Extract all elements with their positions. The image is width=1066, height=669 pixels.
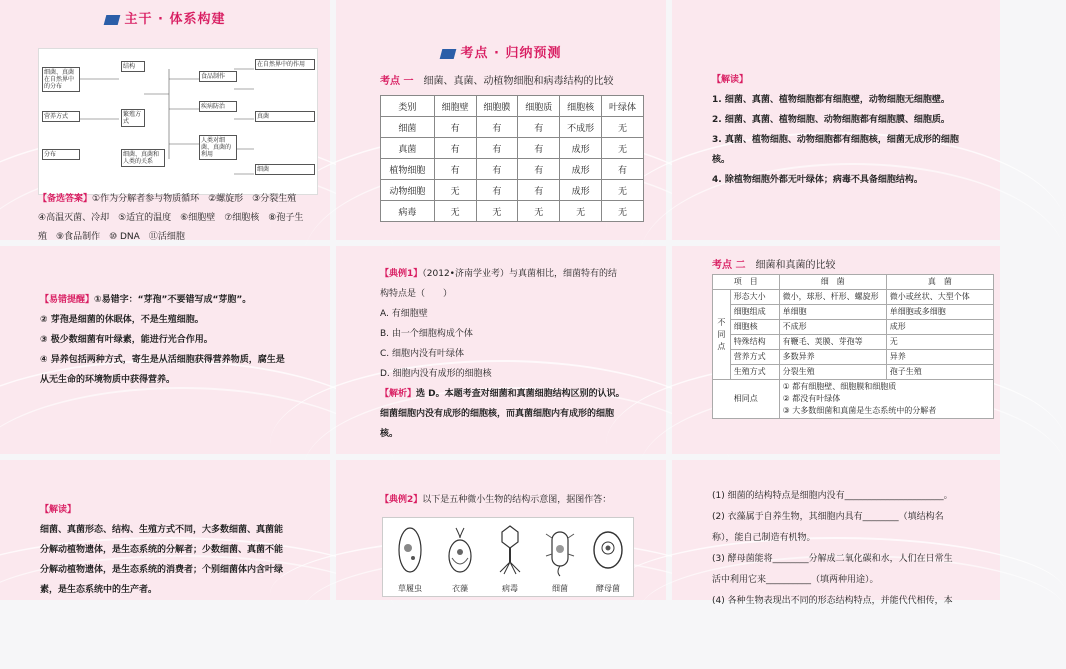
table-cell: 有 bbox=[434, 138, 476, 159]
concept-node: 结构 bbox=[121, 61, 145, 72]
column-header: 叶绿体 bbox=[602, 96, 644, 117]
same-point: ③ 大多数细菌和真菌是生态系统中的分解者 bbox=[782, 406, 937, 415]
table-cell: 有 bbox=[476, 138, 518, 159]
text-line: 分解动植物遗体，是生态系统的分解者；少数细菌、真菌不能 bbox=[40, 545, 284, 555]
column-header: 细胞核 bbox=[560, 96, 602, 117]
table-header-row bbox=[381, 96, 644, 117]
table-cell: 无 bbox=[476, 201, 518, 222]
organism-label: 酵母菌 bbox=[596, 584, 620, 593]
text-line: 核。 bbox=[712, 155, 731, 165]
table-row bbox=[381, 180, 644, 201]
table-cell: 单细胞或多细胞 bbox=[886, 305, 993, 320]
concept-node: 真菌 bbox=[255, 111, 315, 122]
column-header: 细胞质 bbox=[518, 96, 560, 117]
table-cell: 特殊结构 bbox=[730, 335, 779, 350]
table-cell: 无 bbox=[434, 201, 476, 222]
table-cell: 细菌 bbox=[381, 117, 435, 138]
table-cell: 微小或丝状、大型个体 bbox=[886, 290, 993, 305]
table-cell: 无 bbox=[602, 201, 644, 222]
answers-line: ④高温灭菌、冷却 ⑤适宜的温度 ⑥细胞壁 ⑦细胞核 ⑧孢子生 bbox=[38, 213, 304, 223]
column-header: 细胞膜 bbox=[476, 96, 518, 117]
concept-node: 细菌 bbox=[255, 164, 315, 175]
concept-node: 食品制作 bbox=[199, 71, 237, 82]
concept-node: 繁殖方式 bbox=[121, 109, 145, 127]
table-cell: 营养方式 bbox=[730, 350, 779, 365]
table-cell: 有 bbox=[518, 159, 560, 180]
section-label: 【解读】 bbox=[712, 75, 749, 85]
example-label: 【典例1】 bbox=[380, 269, 423, 279]
table-cell: 有 bbox=[476, 117, 518, 138]
answers-line bbox=[38, 190, 323, 209]
text-line: ② 芽孢是细菌的休眠体，不是生殖细胞。 bbox=[40, 315, 204, 325]
same-point: ② 都没有叶绿体 bbox=[782, 394, 841, 403]
table-cell: 有 bbox=[602, 159, 644, 180]
question-line: (1) 细菌的结构特点是细胞内没有______________________。 bbox=[712, 491, 953, 501]
text-line: 2. 细菌、真菌、植物细胞、动物细胞都有细胞膜、细胞质。 bbox=[712, 115, 950, 125]
question-text: 以下是五种微小生物的结构示意图，据图作答： bbox=[422, 495, 612, 505]
text-line: 4. 除植物细胞外都无叶绿体；病毒不具备细胞结构。 bbox=[712, 175, 923, 185]
text-line: 从无生命的环境物质中获得营养。 bbox=[40, 375, 176, 385]
table-row bbox=[713, 290, 994, 305]
answers-label: 【备选答案】 bbox=[38, 194, 93, 204]
yeast-image bbox=[589, 524, 627, 576]
table-row bbox=[381, 159, 644, 180]
section-title bbox=[380, 72, 613, 87]
slide-4[interactable] bbox=[0, 246, 330, 454]
table-cell: 多数异养 bbox=[779, 350, 886, 365]
table-cell: 无 bbox=[886, 335, 993, 350]
question-line: 构特点是（ ） bbox=[380, 289, 453, 299]
table-cell: 无 bbox=[602, 138, 644, 159]
table-cell: 有 bbox=[434, 117, 476, 138]
example-label: 【典例2】 bbox=[380, 495, 423, 505]
concept-node: 细菌、真菌和人类的关系 bbox=[121, 149, 165, 167]
table-header-row bbox=[713, 275, 994, 290]
slide-1[interactable] bbox=[0, 0, 330, 240]
slide-header: 考点 · 归纳预测 bbox=[336, 42, 666, 61]
table-cell: 不成形 bbox=[779, 320, 886, 335]
analysis-line: 细菌细胞内没有成形的细胞核，而真菌细胞内有成形的细胞 bbox=[380, 409, 615, 419]
column-header: 类别 bbox=[381, 96, 435, 117]
text-line: 1. 细菌、真菌、植物细胞都有细胞壁，动物细胞无细胞壁。 bbox=[712, 95, 950, 105]
table-cell: 成形 bbox=[886, 320, 993, 335]
table-cell: 动物细胞 bbox=[381, 180, 435, 201]
slide-7[interactable] bbox=[0, 460, 330, 600]
question-line: 活中利用它来__________（填两种用途）。 bbox=[712, 575, 879, 585]
table-cell: 生殖方式 bbox=[730, 365, 779, 380]
table-cell: 无 bbox=[560, 201, 602, 222]
bacteria-fungi-table bbox=[712, 274, 994, 419]
text-line: ④ 异养包括两种方式，寄生是从活细胞获得营养物质，腐生是 bbox=[40, 355, 285, 365]
concept-node: 在自然界中的作用 bbox=[255, 59, 315, 70]
slide-2[interactable] bbox=[336, 0, 666, 240]
analysis-line bbox=[380, 384, 660, 404]
text-line: 3. 真菌、植物细胞、动物细胞都有细胞核，细菌无成形的细胞 bbox=[712, 135, 959, 145]
table-cell: 不成形 bbox=[560, 117, 602, 138]
column-header: 项 目 bbox=[713, 275, 780, 290]
section-prefix: 考点 二 bbox=[712, 260, 746, 271]
chlamydomonas-image bbox=[441, 524, 479, 576]
table-cell: 异养 bbox=[886, 350, 993, 365]
row-group-label: 相同点 bbox=[713, 380, 780, 419]
column-header: 细胞壁 bbox=[434, 96, 476, 117]
column-header: 真 菌 bbox=[886, 275, 993, 290]
table-row bbox=[713, 350, 994, 365]
table-cell: 细胞组成 bbox=[730, 305, 779, 320]
table-row bbox=[713, 365, 994, 380]
table-cell: 单细胞 bbox=[779, 305, 886, 320]
column-header: 细 菌 bbox=[779, 275, 886, 290]
table-row bbox=[713, 320, 994, 335]
question-line: (3) 酵母菌能将________分解成二氧化碳和水，人们在日常生 bbox=[712, 554, 953, 564]
option-d[interactable]: D. 细胞内没有成形的细胞核 bbox=[380, 369, 492, 379]
table-row bbox=[381, 138, 644, 159]
concept-node: 人类对细菌、真菌的利用 bbox=[199, 135, 237, 160]
analysis-text: 选 D。本题考查对细菌和真菌细胞结构区别的认识。 bbox=[416, 389, 625, 399]
question-line: 称），能自己制造有机物。 bbox=[712, 533, 816, 543]
question-text: （2012•济南学业考）与真菌相比，细菌特有的结 bbox=[422, 269, 617, 279]
text-line: 分解动植物遗体，是生态系统的消费者；个别细菌体内含叶绿 bbox=[40, 565, 284, 575]
table-cell: 无 bbox=[434, 180, 476, 201]
table-cell: 成形 bbox=[560, 180, 602, 201]
table-cell: 无 bbox=[518, 201, 560, 222]
table-cell: 细胞核 bbox=[730, 320, 779, 335]
table-row bbox=[713, 335, 994, 350]
table-cell: 有鞭毛、荚膜、芽孢等 bbox=[779, 335, 886, 350]
paramecium-image bbox=[391, 524, 429, 576]
slide-5[interactable] bbox=[336, 246, 666, 454]
concept-node: 营养方式 bbox=[42, 111, 80, 122]
table-cell: 有 bbox=[476, 159, 518, 180]
virus-image bbox=[491, 524, 529, 576]
graduation-cap-icon bbox=[439, 49, 456, 59]
table-cell: 形态大小 bbox=[730, 290, 779, 305]
question-line bbox=[380, 264, 660, 284]
same-point: ① 都有细胞壁、细胞膜和细胞质 bbox=[782, 382, 897, 391]
organism-label: 草履虫 bbox=[398, 584, 422, 593]
table-cell: 植物细胞 bbox=[381, 159, 435, 180]
table-row bbox=[381, 117, 644, 138]
slide-9[interactable] bbox=[672, 460, 1000, 606]
table-cell: 有 bbox=[476, 180, 518, 201]
slide-header: 主干 · 体系构建 bbox=[0, 8, 330, 27]
section-title-text: 细菌、真菌、动植物细胞和病毒结构的比较 bbox=[423, 76, 614, 87]
comparison-table bbox=[380, 95, 644, 222]
table-cell: 有 bbox=[518, 117, 560, 138]
table-cell: 有 bbox=[434, 159, 476, 180]
concept-node: 疾病防治 bbox=[199, 101, 237, 112]
answers-text: ①作为分解者参与物质循环 ②螺旋形 ③分裂生殖 bbox=[92, 194, 297, 204]
section-prefix: 考点 一 bbox=[380, 76, 414, 87]
table-row bbox=[381, 201, 644, 222]
table-cell: 无 bbox=[602, 180, 644, 201]
row-group-label: 不同点 bbox=[713, 290, 731, 380]
table-cell: 病毒 bbox=[381, 201, 435, 222]
table-cell: 成形 bbox=[560, 138, 602, 159]
slide-6[interactable] bbox=[672, 246, 1000, 454]
graduation-cap-icon bbox=[103, 15, 120, 25]
text-line: 细菌、真菌形态、结构、生殖方式不同，大多数细菌、真菌能 bbox=[40, 525, 284, 535]
section-label: 【解读】 bbox=[40, 505, 77, 515]
question-line bbox=[380, 490, 660, 510]
table-cell: 成形 bbox=[560, 159, 602, 180]
bacterium-image bbox=[541, 524, 579, 576]
question-line: (2) 衣藻属于自养生物，其细胞内具有________（填结构名 bbox=[712, 512, 944, 522]
table-cell: 孢子生殖 bbox=[886, 365, 993, 380]
text-line: 素，是生态系统中的生产者。 bbox=[40, 585, 158, 595]
table-cell: 微小，球形、杆形、螺旋形 bbox=[779, 290, 886, 305]
table-cell bbox=[779, 380, 993, 419]
answers-line: 殖 ⑨食品制作 ⑩ DNA ⑪活细胞 bbox=[38, 232, 185, 242]
concept-node: 分布 bbox=[42, 149, 80, 160]
table-row bbox=[713, 305, 994, 320]
option-c[interactable]: C. 细胞内没有叶绿体 bbox=[380, 349, 465, 359]
table-row bbox=[713, 380, 994, 419]
option-a[interactable]: A. 有细胞壁 bbox=[380, 309, 428, 319]
text-span: ①易错字：“芽孢”不要错写成“芽胞”。 bbox=[94, 295, 252, 305]
option-b[interactable]: B. 由一个细胞构成个体 bbox=[380, 329, 473, 339]
microbes-figure bbox=[382, 517, 634, 597]
text-line bbox=[40, 290, 325, 310]
organism-label: 病毒 bbox=[502, 584, 518, 593]
question-line: (4) 各种生物表现出不同的形态结构特点，并能代代相传，本 bbox=[712, 596, 953, 606]
analysis-line: 核。 bbox=[380, 429, 399, 439]
table-cell: 分裂生殖 bbox=[779, 365, 886, 380]
section-label: 【易错提醒】 bbox=[40, 295, 95, 305]
concept-node: 细菌、真菌在自然界中的分布 bbox=[42, 67, 80, 92]
section-title bbox=[712, 256, 835, 271]
organism-label: 细菌 bbox=[552, 584, 568, 593]
concept-map bbox=[38, 48, 318, 195]
table-cell: 有 bbox=[518, 138, 560, 159]
slide-3[interactable] bbox=[672, 0, 1000, 240]
table-cell: 无 bbox=[602, 117, 644, 138]
section-title-text: 细菌和真菌的比较 bbox=[755, 260, 836, 271]
organism-label: 衣藻 bbox=[452, 584, 468, 593]
table-cell: 有 bbox=[518, 180, 560, 201]
table-cell: 真菌 bbox=[381, 138, 435, 159]
analysis-label: 【解析】 bbox=[380, 389, 417, 399]
text-line: ③ 极少数细菌有叶绿素，能进行光合作用。 bbox=[40, 335, 213, 345]
